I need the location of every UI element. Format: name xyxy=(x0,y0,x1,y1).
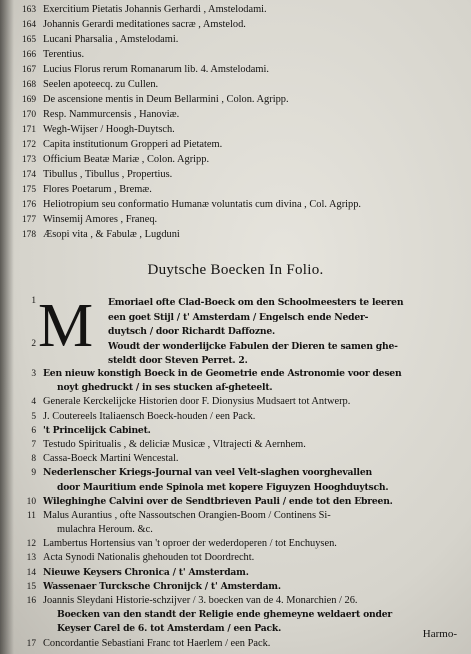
entry-number: 15 xyxy=(26,581,36,592)
entry-title: Officium Beatæ Mariæ , Colon. Agripp. xyxy=(43,154,210,165)
book-entry xyxy=(8,17,466,32)
book-entry xyxy=(8,152,466,167)
entry-title: Johannis Gerardi meditationes sacræ , Amstelod. xyxy=(43,19,246,30)
entry-title: Wegh-Wijser / Hoogh-Duytsch. xyxy=(43,124,175,135)
entry-title: Lambertus Hortensius van 't oproer der wederdoperen / tot Enchuysen. xyxy=(43,538,337,550)
dropcap-line: duytsch / door Richardt Daffozne. xyxy=(108,326,275,337)
entry-title: Tibullus , Tibullus , Propertius. xyxy=(43,169,173,180)
entry-title: Capita institutionum Gropperi ad Pietatem. xyxy=(43,139,223,150)
entry-number: 166 xyxy=(21,50,36,60)
entry-number: 8 xyxy=(31,454,36,465)
book-entry xyxy=(8,2,466,17)
entry-number: 174 xyxy=(21,170,36,180)
entry-number: 171 xyxy=(21,125,36,135)
entry-number: 173 xyxy=(21,155,36,165)
entry-number: 169 xyxy=(21,95,36,105)
entry-number: 4 xyxy=(31,397,36,408)
entry-number: 1 xyxy=(31,296,36,306)
entry-title: Lucius Florus rerum Romanarum lib. 4. Amstelodami. xyxy=(43,64,269,75)
book-entry xyxy=(8,637,466,651)
entry-title: Æsopi vita , & Fabulæ , Lugduni xyxy=(43,229,180,240)
entry-number: 5 xyxy=(31,411,36,422)
book-entry xyxy=(8,122,466,137)
entry-title: Concordantie Sebastiani Franc tot Haerlem / een Pack. xyxy=(43,637,271,649)
dropcap-line: Emoriael ofte Clad-Boeck om den Schoolmeesters te leeren xyxy=(108,297,404,308)
book-entry xyxy=(8,509,466,523)
book-entry xyxy=(8,367,466,381)
entry-title: Wileghinghe Calvini over de Sendtbrieven Pauli / ende tot den Ebreen. xyxy=(43,495,393,507)
book-entry xyxy=(8,197,466,212)
book-entry xyxy=(8,227,466,242)
book-entry xyxy=(8,580,466,594)
entry-number: 6 xyxy=(31,425,36,436)
book-entry xyxy=(8,438,466,452)
entry-title: door Mauritium ende Spinola met kopere Figuyzen Hooghduytsch. xyxy=(57,481,389,493)
entry-title: 't Princelijck Cabinet. xyxy=(43,424,151,436)
entry-title: Boecken van den standt der Religie ende ghemeyne weldaert onder xyxy=(57,609,393,621)
book-entry xyxy=(8,594,466,608)
entry-number: 3 xyxy=(31,369,36,379)
entry-title: Wassenaer Turcksche Chronijck / t' Amsterdam. xyxy=(43,580,281,592)
book-entry xyxy=(8,47,466,62)
entry-number: 14 xyxy=(26,567,36,578)
book-entry xyxy=(8,466,466,480)
book-entry xyxy=(8,551,466,565)
entry-title: Exercitium Pietatis Johannis Gerhardi , Amstelodami. xyxy=(43,4,267,15)
book-entry xyxy=(8,92,466,107)
entry-title: Keyser Carel de 6. tot Amsterdam / een Pack. xyxy=(57,623,282,635)
entry-title: Acta Synodi Nationalis ghehouden tot Doordrecht. xyxy=(43,552,255,564)
entry-number: 16 xyxy=(26,596,36,606)
dropcap-line: een goet Stijl / t' Amsterdam / Engelsch ende Neder- xyxy=(108,311,369,323)
entry-title: J. Coutereels Italiaensch Boeck-houden / een Pack. xyxy=(43,410,256,422)
entry-number: 167 xyxy=(21,65,36,75)
entry-title: Resp. Nammurcensis , Hanoviæ. xyxy=(43,109,180,120)
entry-title: noyt ghedruckt / in ses stucken af-gheteelt. xyxy=(57,382,273,394)
catchword: Harmo- xyxy=(422,628,457,640)
entry-title: Malus Aurantius , ofte Nassoutschen Orangien-Boom / Continens Si- xyxy=(43,509,331,521)
latin-book-list xyxy=(8,2,466,242)
entry-number: 175 xyxy=(21,185,36,195)
entry-number: 10 xyxy=(26,496,36,507)
entry-number: 17 xyxy=(26,638,36,649)
book-entry xyxy=(8,107,466,122)
dropcap-entries xyxy=(108,296,460,369)
dropcap-line: steldt door Steven Perret. 2. xyxy=(108,355,248,366)
entry-number: 176 xyxy=(21,200,36,210)
entry-number: 163 xyxy=(21,5,36,15)
entry-title: Flores Poetarum , Bremæ. xyxy=(43,184,152,195)
entry-title: Heliotropium seu conformatio Humanæ voluntatis cum divina , Col. Agripp. xyxy=(43,199,362,210)
entry-title: De ascensione mentis in Deum Bellarmini , Colon. Agripp. xyxy=(43,94,289,105)
dropcap-line: Woudt der wonderlijcke Fabulen der Dieren te samen ghe- xyxy=(108,340,398,352)
entry-title: Generale Kerckelijcke Historien door F. Dionysius Mudsaert tot Antwerp. xyxy=(43,396,351,408)
entry-number: 170 xyxy=(21,110,36,120)
entry-title: Testudo Spiritualis , & deliciæ Musicæ , Vltrajecti & Aernhem. xyxy=(43,438,306,450)
entry-title: Cassa-Boeck Martini Wencestal. xyxy=(43,453,179,465)
book-entry xyxy=(8,537,466,551)
book-entry xyxy=(8,381,466,395)
entry-title: Een nieuw konstigh Boeck in de Geometrie ende Astronomie voor desen xyxy=(43,368,402,379)
entry-title: mulachra Heroum. &c. xyxy=(57,524,153,536)
entry-title: Terentius. xyxy=(43,49,85,60)
book-entry xyxy=(8,182,466,197)
book-entry xyxy=(8,410,466,424)
entry-title: Nieuwe Keysers Chronica / t' Amsterdam. xyxy=(43,566,249,578)
book-entry xyxy=(8,77,466,92)
entry-number: 168 xyxy=(21,80,36,90)
book-entry xyxy=(8,495,466,509)
entry-title: Nederlenscher Kriegs-Journal van veel Velt-slaghen voorghevallen xyxy=(43,467,372,479)
entry-number: 11 xyxy=(26,510,36,521)
book-entry xyxy=(8,566,466,580)
entry-number: 164 xyxy=(21,20,36,30)
entry-number: 172 xyxy=(21,140,36,150)
book-entry xyxy=(8,395,466,409)
book-entry xyxy=(8,481,466,495)
book-entry xyxy=(8,167,466,182)
book-entry xyxy=(8,32,466,47)
entry-number: 178 xyxy=(21,230,36,240)
entry-number: 12 xyxy=(26,539,36,550)
book-entry xyxy=(8,523,466,537)
entry-title: Winsemij Amores , Franeq. xyxy=(43,214,158,225)
section-heading: Duytsche Boecken In Folio. xyxy=(147,262,324,278)
book-entry xyxy=(8,622,466,636)
entry-number: 165 xyxy=(21,35,36,45)
entry-title: Seelen apoteecq. zu Cullen. xyxy=(43,79,159,90)
entry-number: 2 xyxy=(31,339,36,349)
book-entry xyxy=(8,424,466,438)
entry-title: Joannis Sleydani Historie-schzijver / 3. boecken van de 4. Monarchien / 26. xyxy=(43,595,358,606)
book-entry xyxy=(8,62,466,77)
entry-title: Lucani Pharsalia , Amstelodami. xyxy=(43,34,179,45)
book-entry xyxy=(8,608,466,622)
book-entry xyxy=(8,452,466,466)
entry-number: 177 xyxy=(21,215,36,225)
dutch-book-list xyxy=(8,367,466,651)
book-entry xyxy=(8,137,466,152)
drop-cap: M xyxy=(38,292,94,360)
entry-number: 7 xyxy=(31,439,36,450)
entry-number: 13 xyxy=(26,553,36,564)
entry-number: 9 xyxy=(31,468,36,479)
book-entry xyxy=(8,212,466,227)
